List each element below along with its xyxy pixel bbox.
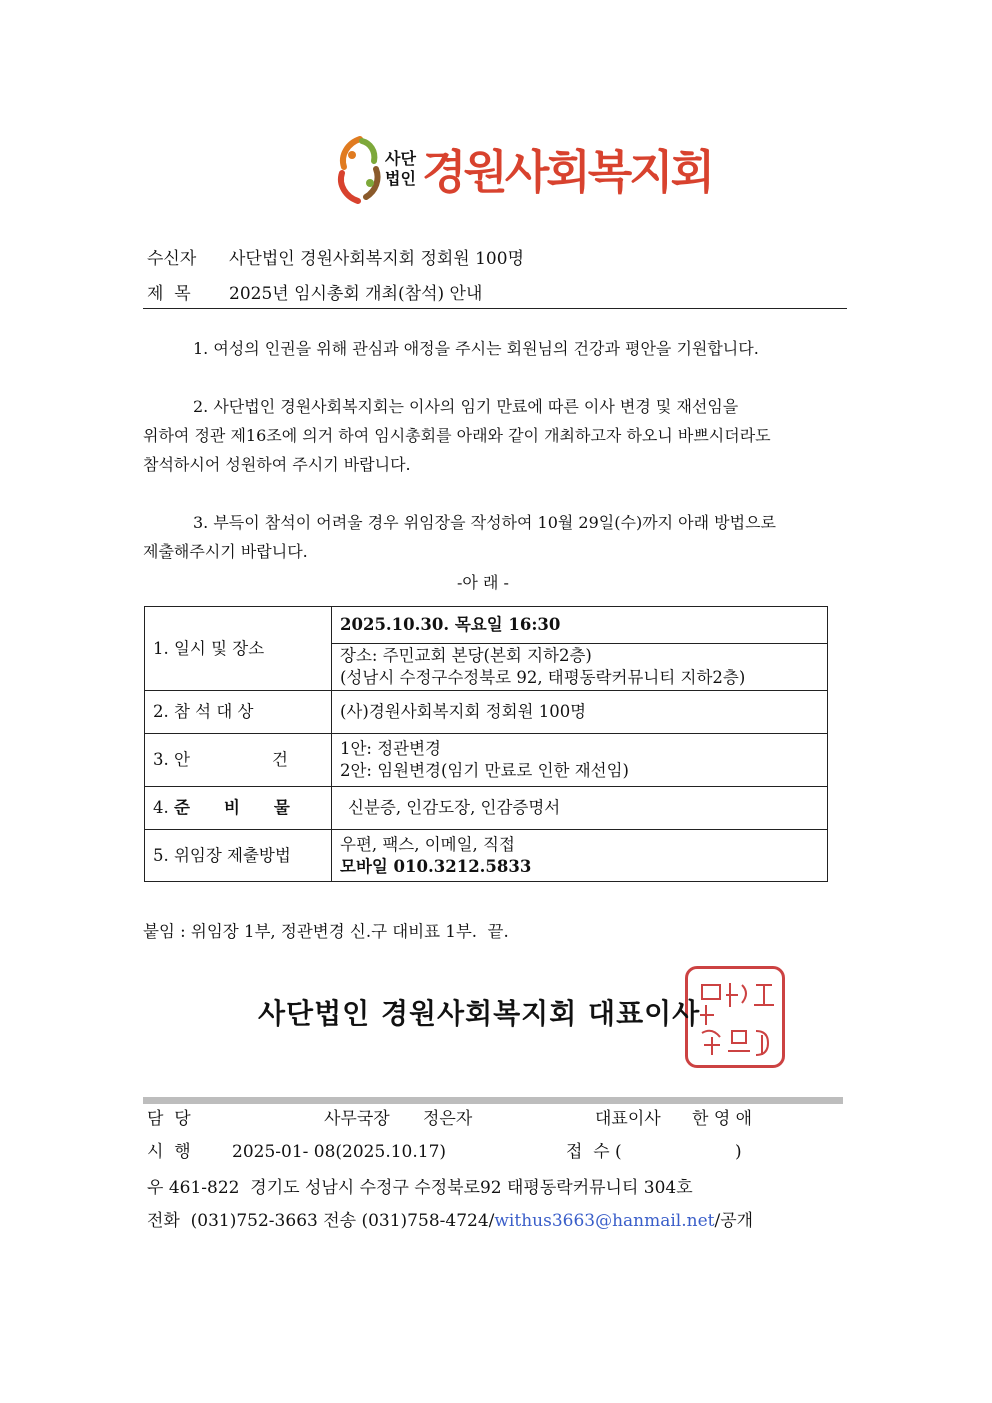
row-label-agenda: 3. 안 건 (145, 734, 332, 787)
below-heading: -아 래 - (457, 573, 509, 592)
paragraph-3: 3. 부득이 참석이 어려울 경우 위임장을 작성하여 10월 29일(수)까지 아래 방법으로 제출해주시기 바랍니다. (143, 513, 777, 561)
table-row (145, 787, 828, 830)
meeting-datetime: 2025.10.30. 목요일 16:30 (332, 607, 828, 644)
contact-line: 전화 (031)752-3663 전송 (031)758-4724/withus3663@hanmail.net/공개 (147, 1211, 754, 1231)
meeting-info-table (144, 606, 828, 882)
table-row (145, 691, 828, 734)
email-link[interactable]: withus3663@hanmail.net (494, 1211, 715, 1231)
receipt-label: 접 수 ( (566, 1142, 622, 1162)
issue-label: 시 행 (147, 1142, 191, 1162)
charge-role: 사무국장 (324, 1109, 390, 1129)
row-label-preparation: 4. 준 비 물 (145, 787, 332, 830)
recipient-label: 수신자 (147, 249, 197, 269)
subject-value: 2025년 임시총회 개최(참석) 안내 (229, 284, 483, 304)
meeting-place: 장소: 주민교회 본당(본회 지하2층) (성남시 수정구수정북로 92, 태평동락커뮤니티 지하2층) (332, 644, 828, 691)
preparation-value: 신분증, 인감도장, 인감증명서 (332, 787, 828, 830)
logo-emblem-icon (330, 133, 386, 213)
paragraph-1: 1. 여성의 인권을 위해 관심과 애정을 주시는 회원님의 건강과 평안을 기원합니다. (193, 339, 759, 358)
footer-bar (143, 1097, 843, 1104)
recipient-value: 사단법인 경원사회복지회 정회원 100명 (229, 249, 524, 269)
postal-address: 우 461-822 경기도 성남시 수정구 수정북로92 태평동락커뮤니티 304호 (147, 1178, 693, 1198)
attendees-value: (사)경원사회복지회 정회원 100명 (332, 691, 828, 734)
receipt-close: ) (735, 1142, 742, 1162)
representative-name: 한 영 애 (692, 1109, 753, 1129)
charge-label: 담 당 (147, 1109, 191, 1129)
header-divider (143, 308, 847, 309)
issue-value: 2025-01- 08(2025.10.17) (232, 1142, 447, 1162)
table-row (145, 830, 828, 882)
charge-name: 정은자 (423, 1109, 473, 1129)
table-row (145, 607, 828, 644)
agenda-value: 1안: 정관변경 2안: 임원변경(임기 만료로 인한 재선임) (332, 734, 828, 787)
organization-logo (330, 133, 713, 213)
attachment-note: 붙임 : 위임장 1부, 정관변경 신.구 대비표 1부. 끝. (143, 922, 509, 941)
signature-line: 사단법인 경원사회복지회 대표이사 (258, 997, 701, 1030)
row-label-attendees: 2. 참 석 대 상 (145, 691, 332, 734)
seal-glyphs-icon (692, 975, 780, 1063)
paragraph-2: 2. 사단법인 경원사회복지회는 이사의 임기 만료에 따른 이사 변경 및 재선임을 위하여 정관 제16조에 의거 하여 임시총회를 아래와 같이 개최하고자 하오니 바쁘시더라도 참석하시어 성원하여 주시기 바랍니다. (143, 397, 771, 474)
row-label-datetime-place: 1. 일시 및 장소 (145, 607, 332, 691)
row-label-submission: 5. 위임장 제출방법 (145, 830, 332, 882)
subject-label: 제 목 (147, 284, 191, 304)
logo-subtitle: 사단 법인 (385, 149, 416, 188)
representative-role: 대표이사 (595, 1109, 661, 1129)
logo-title: 경원사회복지회 (422, 145, 713, 199)
submission-value: 우편, 팩스, 이메일, 직접 모바일 010.3212.5833 (332, 830, 828, 882)
table-row (145, 734, 828, 787)
